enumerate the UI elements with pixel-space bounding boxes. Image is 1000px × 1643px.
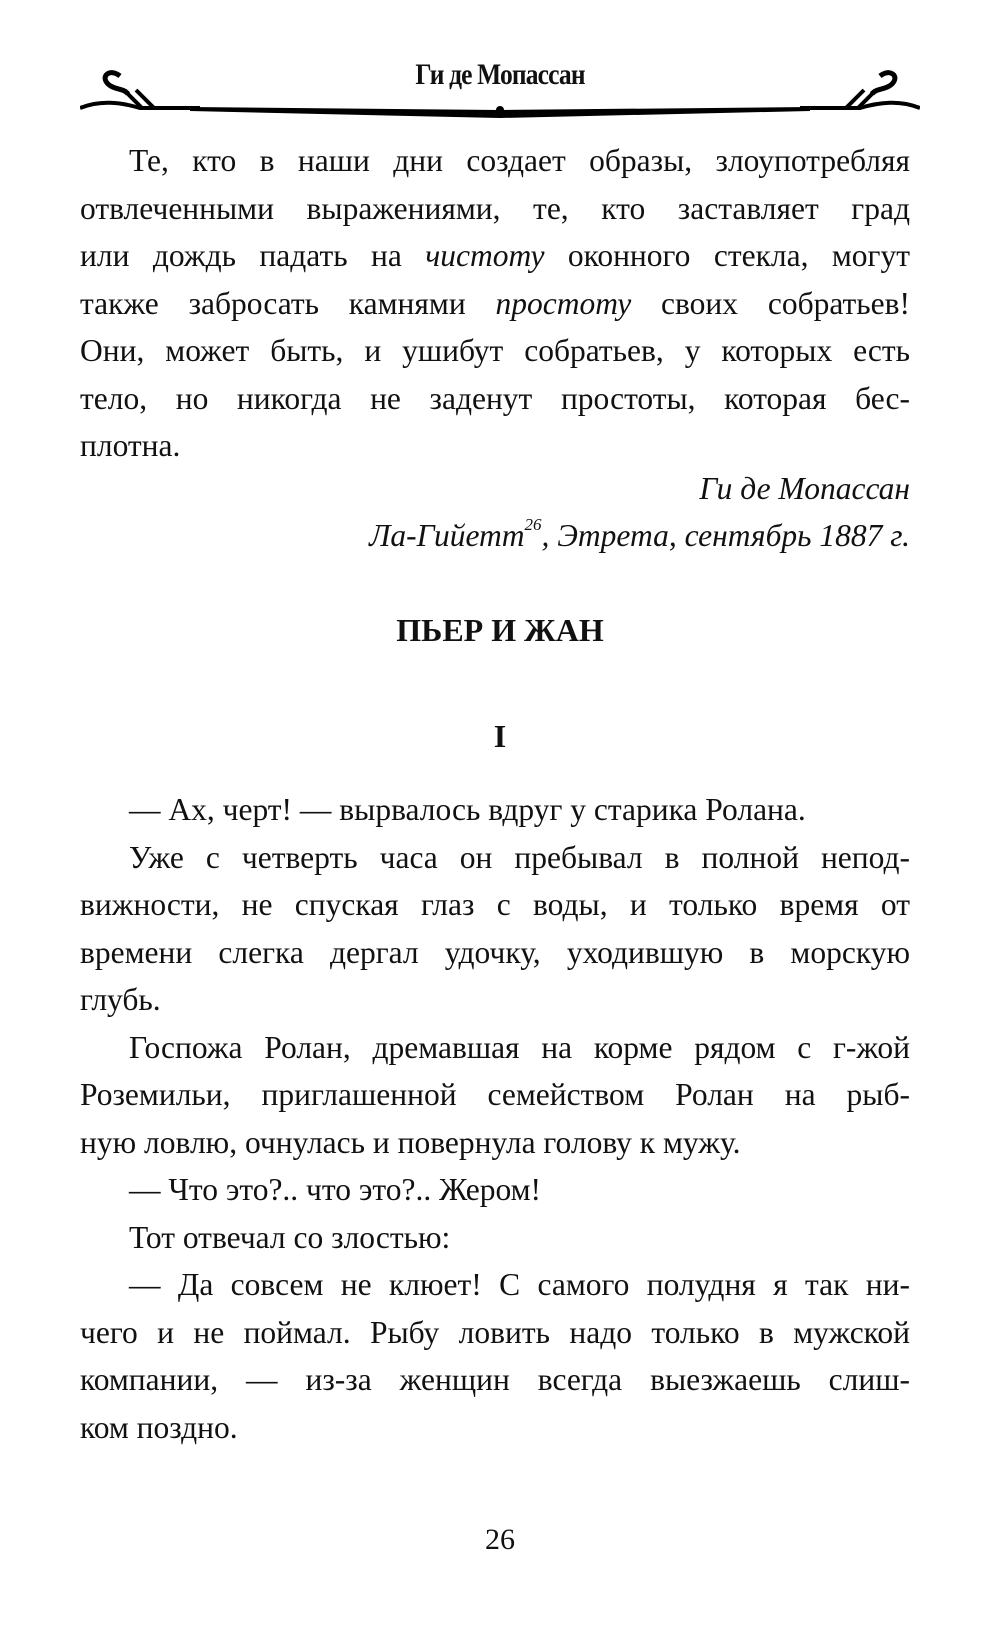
signature-place-date xyxy=(80,512,910,560)
footnote-ref[interactable]: 26 xyxy=(524,515,542,534)
text-line: чего и не поймал. Рыбу ловить надо только в мужской xyxy=(80,1314,910,1350)
text-line: Госпожа Ролан, дремавшая на корме рядом с г-жой xyxy=(129,1029,910,1065)
signature-place: Ла-Гийетт xyxy=(369,518,525,553)
text-line xyxy=(80,280,910,328)
text-line: Уже с четверть часа он пребывал в полной непод- xyxy=(129,839,910,875)
text-line xyxy=(80,137,910,185)
running-header xyxy=(80,50,920,120)
text-line: Роземильи, приглашенной семейством Ролан на рыб- xyxy=(80,1077,910,1112)
text-line xyxy=(80,327,910,375)
text-run: плотна. xyxy=(80,428,181,463)
text-line: — Что это?.. что это?.. Жером! xyxy=(129,1172,542,1207)
text-line: Тот отвечал со злостью: xyxy=(129,1219,451,1255)
text-line: компании, — из-за женщин всегда выезжаешь слиш- xyxy=(80,1362,910,1397)
running-title: Ги де Мопассан xyxy=(415,58,585,91)
text-line: ком поздно. xyxy=(80,1409,238,1445)
text-line xyxy=(80,185,910,233)
text-line xyxy=(80,375,910,423)
preface-conclusion xyxy=(80,137,910,470)
chapter-text xyxy=(80,786,910,1451)
text-run: тело, но никогда не заденут простоты, которая бес- xyxy=(80,380,910,416)
text-line: — Ах, черт! — вырвалось вдруг у старика Ролана. xyxy=(129,792,806,827)
text-line xyxy=(80,422,910,470)
text-line: времени слегка дергал удочку, уходившую в морскую xyxy=(80,934,910,970)
text-run: отвлеченными выражениями, те, кто заставляет град xyxy=(80,190,910,226)
text-line: глубь. xyxy=(80,982,161,1017)
text-run: оконного стекла, могут xyxy=(544,238,910,273)
page-number: 26 xyxy=(485,1523,515,1556)
signature-date: , Этрета, сентябрь 1887 г. xyxy=(541,518,910,553)
chapter-number: I xyxy=(493,718,507,754)
novel-title: ПЬЕР И ЖАН xyxy=(396,612,604,648)
text-run: или дождь падать на xyxy=(80,238,426,273)
text-line: — Да совсем не клюет! С самого полудня я так ни- xyxy=(129,1267,910,1302)
text-run: Они, может быть, и ушибут собратьев, у которых есть xyxy=(80,333,910,368)
emphasis-text: простоту xyxy=(495,285,632,321)
emphasis-text: чистоту xyxy=(425,238,545,273)
text-line: вижности, не спуская глаз с воды, и только время от xyxy=(80,887,910,922)
text-line xyxy=(80,232,910,280)
text-run: также забросать камнями xyxy=(80,285,496,321)
text-run: своих собратьев! xyxy=(631,285,910,321)
text-line: ную ловлю, очнулась и повернула голову к мужу. xyxy=(80,1124,741,1160)
text-run: Те, кто в наши дни создает образы, злоупотребляя xyxy=(129,143,910,178)
signature-author: Ги де Мопассан xyxy=(699,471,910,506)
